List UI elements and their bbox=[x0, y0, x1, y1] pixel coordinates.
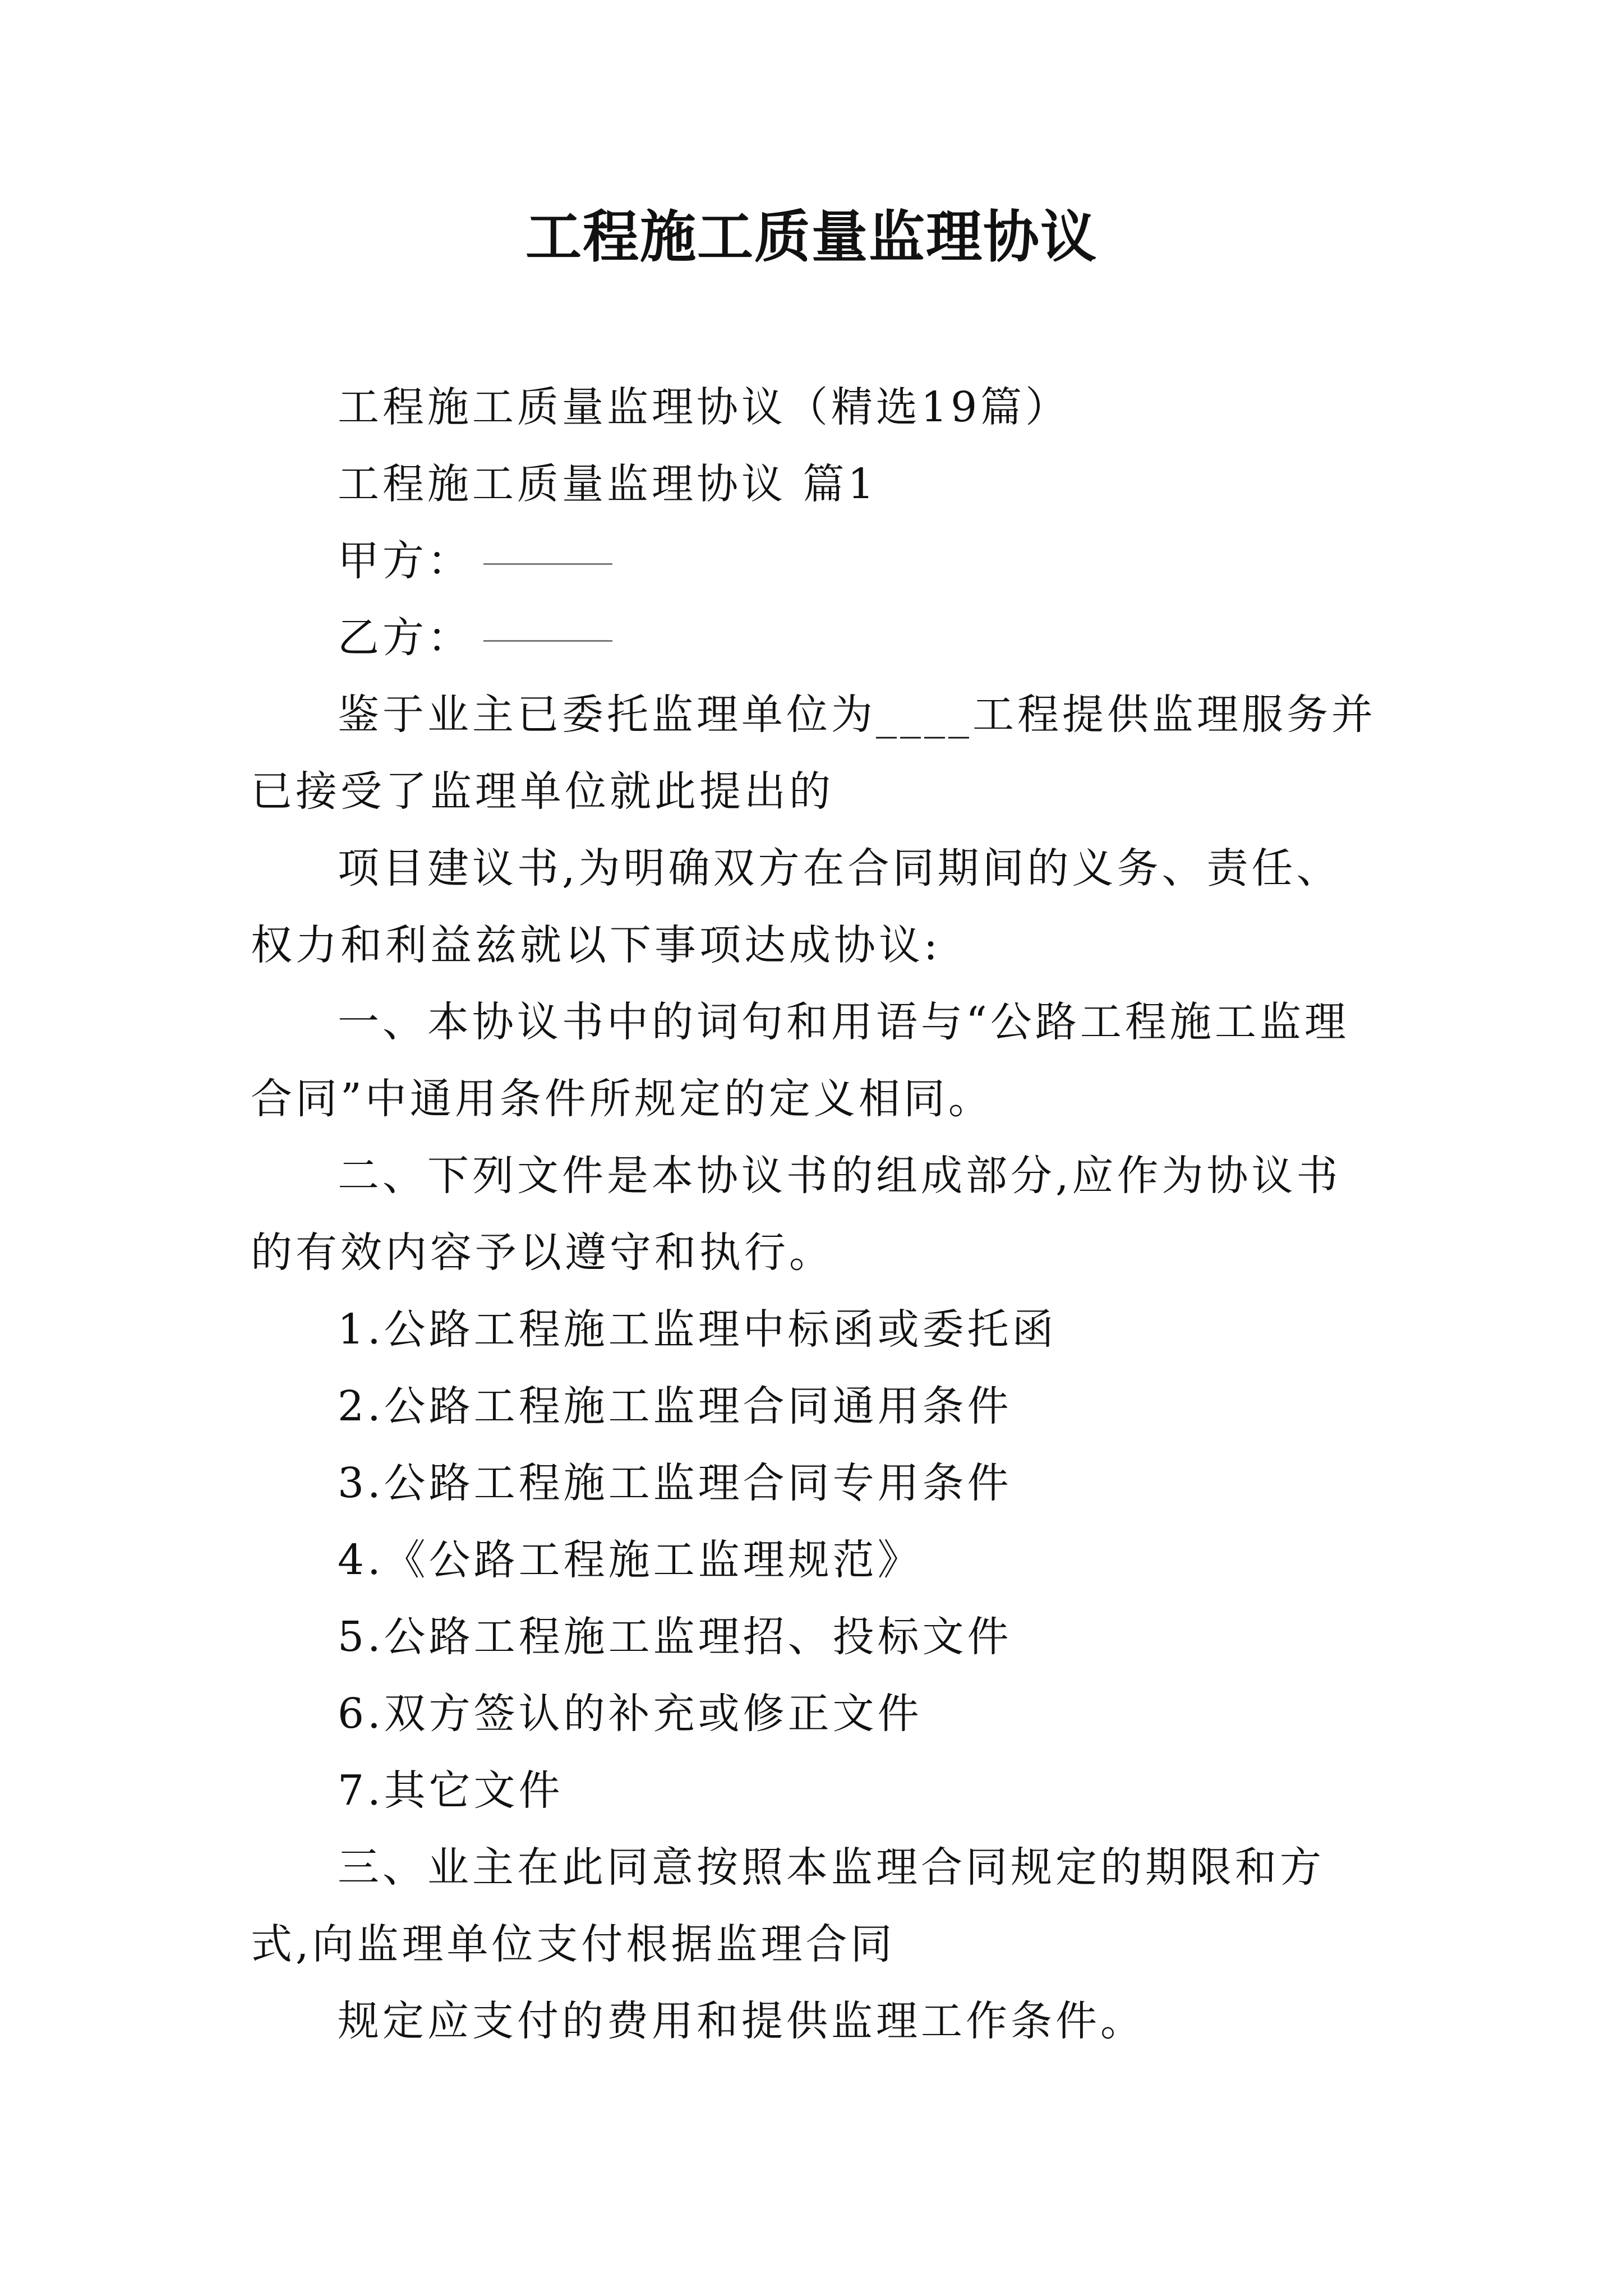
list-item: 7.其它文件 bbox=[338, 1766, 564, 1815]
list-item: 3.公路工程施工监理合同专用条件 bbox=[338, 1459, 1012, 1507]
clause-one: 一、本协议书中的词句和用语与“公路工程施工监理合同”中通用条件所规定的定义相同。 bbox=[251, 998, 1349, 1123]
party-b-label: 乙方： bbox=[338, 614, 472, 662]
list-item: 4.《公路工程施工监理规范》 bbox=[338, 1536, 923, 1584]
list-item: 5.公路工程施工监理招、投标文件 bbox=[338, 1613, 1012, 1661]
party-a-line bbox=[251, 523, 1378, 600]
section-heading: 工程施工质量监理协议 篇1 bbox=[338, 460, 878, 508]
party-b-line bbox=[251, 600, 1378, 677]
list-item: 6.双方签认的补充或修正文件 bbox=[338, 1690, 923, 1738]
list-item: 1.公路工程施工监理中标函或委托函 bbox=[338, 1305, 1057, 1354]
party-a-label: 甲方： bbox=[338, 537, 472, 585]
list-item: 2.公路工程施工监理合同通用条件 bbox=[338, 1382, 1012, 1430]
document-title: 工程施工质量监理协议 bbox=[525, 204, 1098, 270]
subtitle-line: 工程施工质量监理协议（精选19篇） bbox=[338, 383, 1071, 431]
paragraph: 鉴于业主已委托监理单位为____工程提供监理服务并已接受了监理单位就此提出的 bbox=[251, 691, 1376, 816]
clause-two: 二、下列文件是本协议书的组成部分,应作为协议书的有效内容予以遵守和执行。 bbox=[251, 1152, 1341, 1277]
paragraph: 规定应支付的费用和提供监理工作条件。 bbox=[338, 1997, 1145, 2045]
party-b-blank bbox=[483, 639, 612, 642]
party-a-blank bbox=[483, 562, 612, 565]
paragraph: 项目建议书,为明确双方在合同期间的义务、责任、权力和利益兹就以下事项达成协议: bbox=[251, 844, 1341, 969]
document-body bbox=[251, 369, 1378, 2060]
clause-three: 三、业主在此同意按照本监理合同规定的期限和方式,向监理单位支付根据监理合同 bbox=[251, 1843, 1325, 1968]
